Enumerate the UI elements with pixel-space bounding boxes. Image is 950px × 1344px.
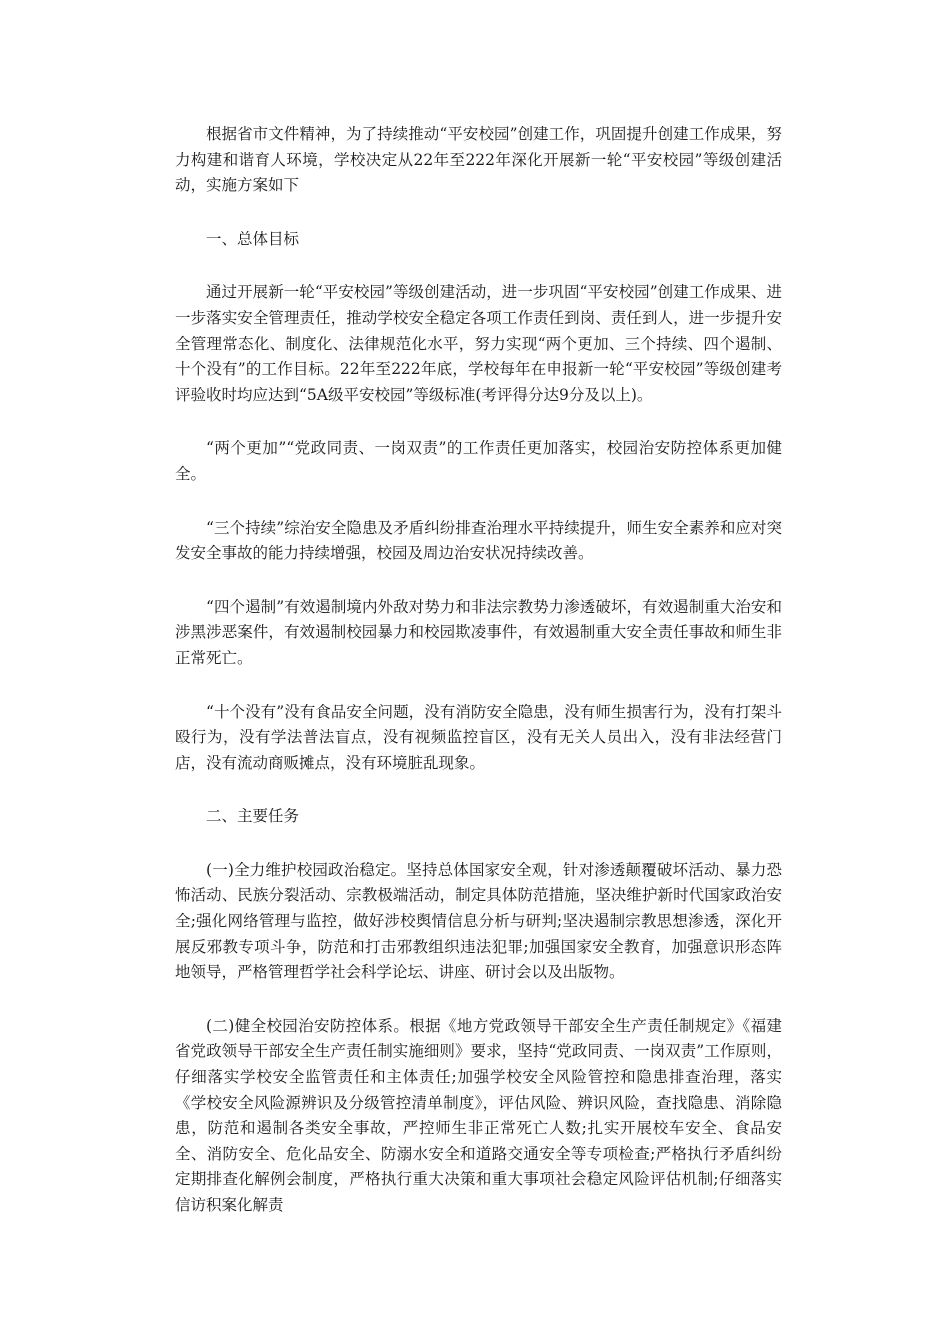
intro-paragraph: 根据省市文件精神，为了持续推动“平安校园”创建工作，巩固提升创建工作成果，努力构建和谐育人环境，学校决定从22年至222年深化开展新一轮“平安校园”等级创建活动，实施方案如下 [175, 125, 782, 195]
three-continuous-paragraph: “三个持续”综治安全隐患及矛盾纠纷排查治理水平持续提升，师生安全素养和应对突发安全事故的能力持续增强，校园及周边治安状况持续改善。 [175, 518, 782, 563]
section-heading-main-tasks: 二、主要任务 [206, 807, 300, 826]
task-one-paragraph: (一)全力维护校园政治稳定。坚持总体国家安全观，针对渗透颠覆破坏活动、暴力恐怖活动、民族分裂活动、宗教极端活动，制定具体防范措施，坚决维护新时代国家政治安全;强化网络管理与监控，做好涉校舆情信息分析与研判;坚决遏制宗教思想渗透，深化开展反邪教专项斗争，防范和打击邪教组织违法犯罪;加强国家安全教育，加强意识形态阵地领导，严格管理哲学社会科学论坛、讲座、研讨会以及出版物。 [175, 860, 782, 982]
two-more-paragraph: “两个更加”“党政同责、一岗双责”的工作责任更加落实，校园治安防控体系更加健全。 [175, 439, 782, 483]
ten-nones-paragraph: “十个没有”没有食品安全问题，没有消防安全隐患，没有师生损害行为，没有打架斗殴行为，没有学法普法盲点，没有视频监控盲区，没有无关人员出入，没有非法经营门店，没有流动商贩摊点，没有环境脏乱现象。 [175, 702, 782, 772]
section-heading-overall-goal: 一、总体目标 [206, 229, 300, 248]
document-body [175, 122, 782, 1247]
task-two-paragraph: (二)健全校园治安防控体系。根据《地方党政领导干部安全生产责任制规定》《福建省党政领导干部安全生产责任制实施细则》要求，坚持“党政同责、一岗双责”工作原则，仔细落实学校安全监管责任和主体责任;加强学校安全风险管控和隐患排查治理，落实《学校安全风险源辨识及分级管控清单制度》，评估风险、辨识风险，查找隐患、消除隐患，防范和遏制各类安全事故，严控师生非正常死亡人数;扎实开展校车安全、食品安全、消防安全、危化品安全、防溺水安全和道路交通安全等专项检查;严格执行矛盾纠纷定期排查化解例会制度，严格执行重大决策和重大事项社会稳定风险评估机制;仔细落实信访积案化解责 [175, 1016, 782, 1214]
four-curbs-paragraph: “四个遏制”有效遏制境内外敌对势力和非法宗教势力渗透破坏，有效遏制重大治安和涉黑涉恶案件，有效遏制校园暴力和校园欺凌事件，有效遏制重大安全责任事故和师生非正常死亡。 [175, 597, 782, 667]
goal-paragraph: 通过开展新一轮“平安校园”等级创建活动，进一步巩固“平安校园”创建工作成果、进一步落实安全管理责任，推动学校安全稳定各项工作责任到岗、责任到人，进一步提升安全管理常态化、制度化、法律规范化水平，努力实现“两个更加、三个持续、四个遏制、十个没有”的工作目标。22年至222年底，学校每年在申报新一轮“平安校园”等级创建考评验收时均应达到“5A级平安校园”等级标准(考评得分达9分及以上)。 [175, 283, 782, 404]
